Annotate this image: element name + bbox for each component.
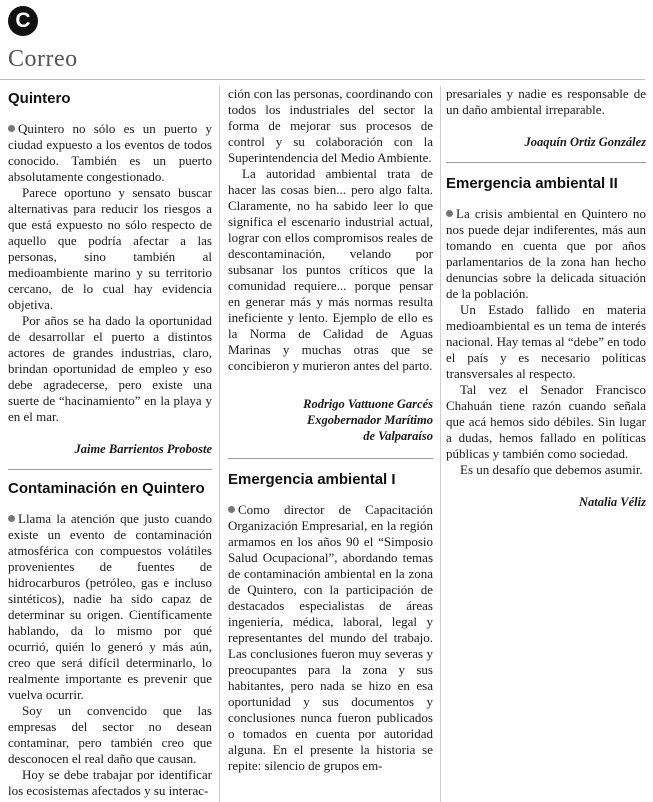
article-paragraph: ción con las personas, coordinando con todos los industriales del sector la forma de mejorar sus procesos de control y su colaboración con la Superintendencia del Medio Ambiente. [228,86,433,165]
article-paragraph: Por años se ha dado la oportunidad de desarrollar el puerto a distintos actores de grandes industrias, claro, brindan oportunidad de empleo y eso debe agradecerse, pero existe una suerte de “hacinamiento” en la playa y en el mar. [8,313,212,424]
article-paragraph: Hoy se debe trabajar por identificar los ecosistemas afectados y su interac- [8,767,212,798]
article-signature: Natalia Véliz [578,495,646,509]
article-divider [446,162,646,163]
article-paragraph: Soy un convencido que las empresas del sector no desean contaminar, pero también creo que desconocen el real daño que causan. [8,703,212,766]
article-signature: Joaquín Ortiz González [524,135,646,149]
article-contaminacion-continued [228,86,433,444]
article-paragraph: Llama la atención que justo cuando existe un evento de contaminación atmosférica con compuestos volátiles provenientes de fuentes de hidrocarburos (petróleo, gas e incluso sintéticos), nadie ha sido capaz de determinar su origen. Científicamente hablando, da lo mismo por qué ocurrió, quién lo generó y más aún, creo que será difícil determinarlo, lo realmente importante es prevenir que vuelva ocurrir. [8,511,212,702]
article-quintero [8,90,212,457]
article-paragraph: La autoridad ambiental trata de hacer las cosas bien... pero algo falta. Claramente, no ha sabido leer lo que significa el escenario industrial actual, lograr con ellos compromisos reales de descontaminación, velando por subsanar los puntos críticos que la comunidad requiere... porque pensar en generar más y más normas resulta ineficiente y lento. Ejemplo de ello es la Norma de Calidad de Aguas Marinas y muchas otras que se concibieron y murieron antes del parto. [228,166,433,373]
article-paragraph: Es un desafío que debemos asumir. [460,462,643,477]
column-2 [228,86,433,774]
article-paragraph: La crisis ambiental en Quintero no nos puede dejar indiferentes, más aun tomando en cuenta que por años parlamentarios de la zona han hecho denuncias sobre la delicada situación de la población. [446,206,646,301]
article-emergencia-2 [446,175,646,510]
article-signature: Rodrigo Vattuone Garcés [303,397,433,411]
article-paragraph: Tal vez el Senador Francisco Chahuán tiene razón cuando señala que acá hemos sido débiles. Sin lugar a dudas, hemos fallado en políticas públicas y también como sociedad. [446,382,646,461]
article-title: Emergencia ambiental I [228,471,396,488]
article-title: Emergencia ambiental II [446,175,618,192]
article-contaminacion [8,480,212,799]
article-divider [228,458,433,459]
article-paragraph: Como director de Capacitación Organización Empresarial, en la región armamos en los años 90 el “Simposio Salud Ocupacional”, abordando temas de contaminación ambiental en la zona de Quintero, con la participación de destacados especialistas de áreas ingeniería, médica, laboral, legal y representantes del mundo del trabajo. Las conclusiones fueron muy severas y preocupantes para la zona y sus habitantes, pero nada se hizo en esa oportunidad y sus documentos y conclusiones nunca fueron publicados o tomados en cuenta por autoridad alguna. En el presente la historia se repite: silencio de grupos em- [228,502,433,773]
section-title: Correo [8,46,78,72]
article-signature: Jaime Barrientos Proboste [74,442,212,456]
article-signature: de Valparaíso [363,429,433,443]
article-paragraph: Parece oportuno y sensato buscar alternativas para reducir los riesgos a que está expuesto no sólo respecto de aquello que podría afectar a las personas, sino también al medioambiente marino y su territorio cercano, de lo cual hay evidencia objetiva. [8,185,212,312]
article-title: Contaminación en Quintero [8,480,205,497]
column-divider [440,86,441,802]
column-3 [446,86,646,510]
column-divider [219,86,220,802]
article-title: Quintero [8,90,71,107]
article-paragraph: presariales y nadie es responsable de un daño ambiental irreparable. [446,86,646,117]
column-1 [8,86,212,799]
section-badge: C [8,6,38,36]
article-divider [8,469,212,470]
article-signature: Exgobernador Marítimo [306,413,433,427]
section-header [8,6,653,76]
article-emergencia-1-continued [446,86,646,150]
article-emergencia-1 [228,471,433,774]
article-paragraph: Quintero no sólo es un puerto y ciudad expuesto a los eventos de todos conocido. También es un puerto absolutamente congestionado. [8,121,212,184]
article-paragraph: Un Estado fallido en materia medioambiental es un tema de interés nacional. Hay temas al “debe” en todo el país y es necesario políticas transversales al respecto. [446,302,646,381]
header-divider [0,79,645,80]
